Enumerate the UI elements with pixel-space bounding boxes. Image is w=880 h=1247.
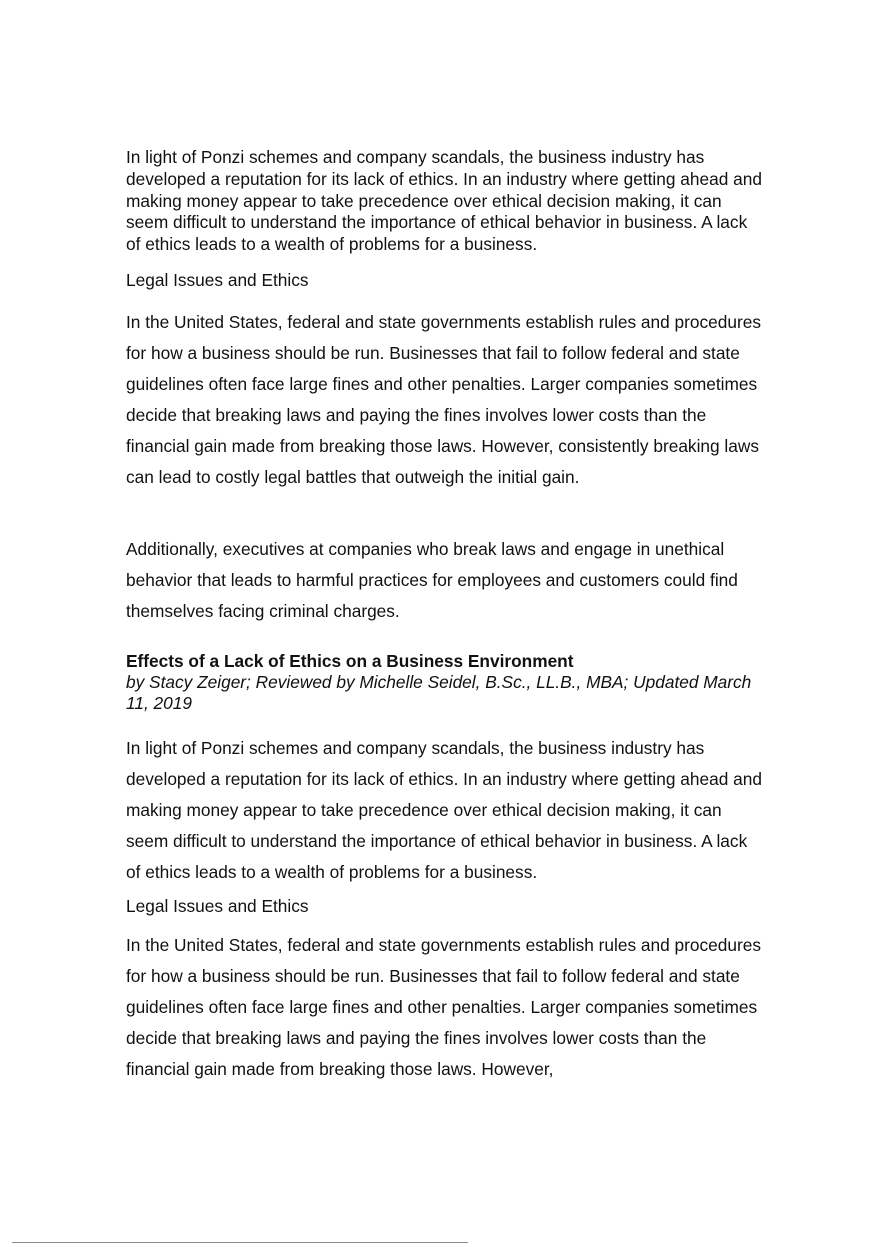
section-heading-legal-issues: Legal Issues and Ethics (126, 270, 309, 290)
footer-divider (12, 1242, 468, 1243)
article-legal-paragraph: In the United States, federal and state governments establish rules and procedures for how a business should be run. Businesses that fail to follow federal and state guidelines often face large fines and other penalties. Larger companies sometimes decide that breaking laws and paying the fines involves lower costs than the financial gain made from breaking those laws. However, (126, 935, 761, 1079)
intro-paragraph: In light of Ponzi schemes and company scandals, the business industry has developed a reputation for its lack of ethics. In an industry where getting ahead and making money appear to take precedence over ethical decision making, it can seem difficult to understand the importance of ethical behavior in business. A lack of ethics leads to a wealth of problems for a business. (126, 147, 762, 255)
article-byline: by Stacy Zeiger; Reviewed by Michelle Seidel, B.Sc., LL.B., MBA; Updated March 11, 2019 (126, 672, 752, 713)
article-intro-paragraph: In light of Ponzi schemes and company scandals, the business industry has developed a reputation for its lack of ethics. In an industry where getting ahead and making money appear to take precedence over ethical decision making, it can seem difficult to understand the importance of ethical behavior in business. A lack of ethics leads to a wealth of problems for a business. (126, 738, 762, 882)
article-title: Effects of a Lack of Ethics on a Business Environment (126, 651, 574, 671)
legal-paragraph-2: Additionally, executives at companies who break laws and engage in unethical behavior that leads to harmful practices for employees and customers could find themselves facing criminal charges. (126, 539, 738, 621)
legal-paragraph-1: In the United States, federal and state governments establish rules and procedures for how a business should be run. Businesses that fail to follow federal and state guidelines often face large fines and other penalties. Larger companies sometimes decide that breaking laws and paying the fines involves lower costs than the financial gain made from breaking those laws. However, consistently breaking laws can lead to costly legal battles that outweigh the initial gain. (126, 312, 761, 487)
article-section-heading: Legal Issues and Ethics (126, 896, 309, 916)
